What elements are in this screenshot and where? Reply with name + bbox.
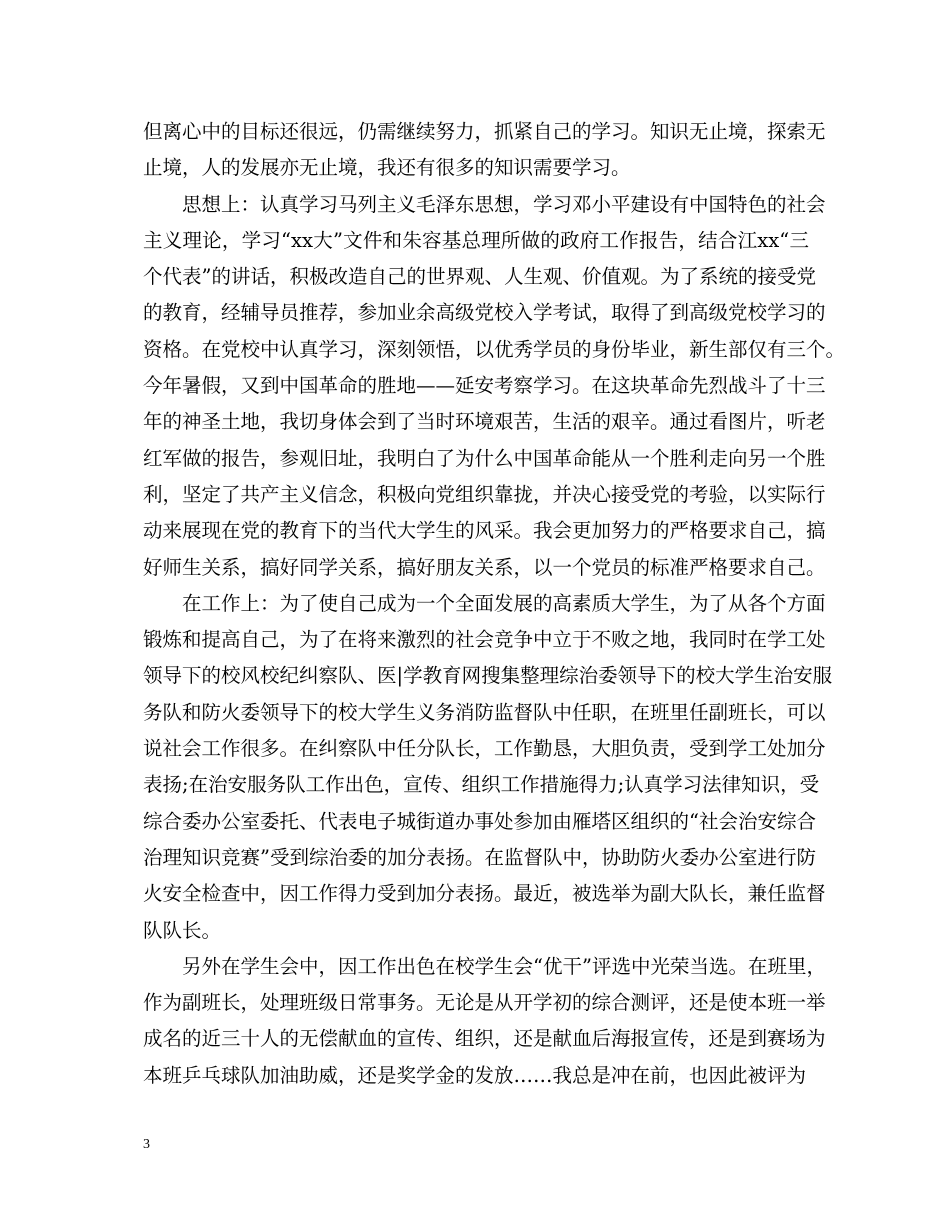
- paragraph-3-line-3: 领导下的校风校纪纠察队、医|学教育网搜集整理综治委领导下的校大学生治安服: [143, 664, 833, 688]
- paragraph-2-line-2: 主义理论，学习“xx大”文件和朱容基总理所做的政府工作报告，结合江xx“三: [143, 228, 809, 252]
- paragraph-3-line-5: 说社会工作很多。在纠察队中任分队长，工作勤恳，大胆负责，受到学工处加分: [143, 737, 826, 761]
- paragraph-2-line-8: 红军做的报告，参观旧址，我明白了为什么中国革命能从一个胜利走向另一个胜: [143, 446, 826, 470]
- paragraph-2-line-9: 利，坚定了共产主义信念，积极向党组织靠拢，并决心接受党的考验，以实际行: [143, 482, 826, 506]
- paragraph-2-line-4: 的教育，经辅导员推荐，参加业余高级党校入学考试，取得了到高级党校学习的: [143, 301, 826, 325]
- paragraph-3-line-1: 在工作上：为了使自己成为一个全面发展的高素质大学生，为了从各个方面: [182, 591, 826, 615]
- paragraph-2-line-10: 动来展现在党的教育下的当代大学生的风采。我会更加努力的严格要求自己，搞: [143, 519, 826, 543]
- paragraph-2-line-3: 个代表”的讲话，积极改造自己的世界观、人生观、价值观。为了系统的接受党: [143, 265, 816, 289]
- paragraph-3-line-6: 表扬;在治安服务队工作出色，宣传、组织工作措施得力;认真学习法律知识，受: [143, 773, 820, 797]
- paragraph-2-line-5: 资格。在党校中认真学习，深刻领悟，以优秀学员的身份毕业，新生部仅有三个。: [143, 337, 846, 361]
- paragraph-4-line-3: 成名的近三十人的无偿献血的宣传、组织，还是献血后海报宣传，还是到赛场为: [143, 1027, 826, 1051]
- paragraph-2-line-6: 今年暑假，又到中国革命的胜地——延安考察学习。在这块革命先烈战斗了十三: [143, 374, 826, 398]
- paragraph-3-line-9: 火安全检查中，因工作得力受到加分表扬。最近，被选举为副大队长，兼任监督: [143, 882, 826, 906]
- paragraph-4-line-4: 本班乒乓球队加油助威，还是奖学金的发放……我总是冲在前，也因此被评为: [143, 1063, 807, 1087]
- paragraph-4-line-1: 另外在学生会中，因工作出色在校学生会“优干”评选中光荣当选。在班里，: [182, 954, 826, 978]
- paragraph-2-line-7: 年的神圣土地，我切身体会到了当时环境艰苦，生活的艰辛。通过看图片，听老: [143, 410, 826, 434]
- paragraph-3-line-2: 锻炼和提高自己，为了在将来激烈的社会竞争中立于不败之地，我同时在学工处: [143, 628, 826, 652]
- page-number: 3: [143, 1137, 150, 1152]
- paragraph-1-line-2: 止境，人的发展亦无止境，我还有很多的知识需要学习。: [143, 156, 631, 180]
- document-body: [143, 114, 846, 1094]
- paragraph-1-line-1: 但离心中的目标还很远，仍需继续努力，抓紧自己的学习。知识无止境，探索无: [143, 120, 826, 143]
- paragraph-3-line-7: 综合委办公室委托、代表电子城街道办事处参加由雁塔区组织的“社会治安综合: [143, 809, 816, 833]
- paragraph-3-line-10: 队队长。: [143, 918, 222, 942]
- paragraph-2-line-1: 思想上：认真学习马列主义毛泽东思想，学习邓小平建设有中国特色的社会: [182, 192, 826, 216]
- paragraph-3-line-4: 务队和防火委领导下的校大学生义务消防监督队中任职，在班里任副班长，可以: [143, 700, 826, 724]
- paragraph-4-line-2: 作为副班长，处理班级日常事务。无论是从开学初的综合测评，还是使本班一举: [143, 991, 826, 1015]
- paragraph-2-line-11: 好师生关系，搞好同学关系，搞好朋友关系，以一个党员的标准严格要求自己。: [143, 555, 826, 579]
- paragraph-3-line-8: 治理知识竞赛”受到综治委的加分表扬。在监督队中，协助防火委办公室进行防: [143, 845, 816, 869]
